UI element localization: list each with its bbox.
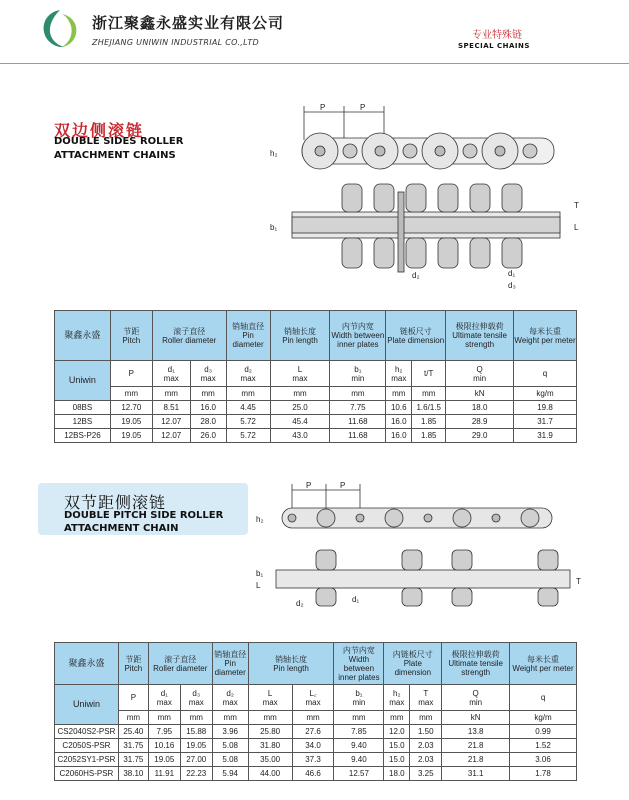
s2-value-cell: 31.80 — [248, 739, 292, 753]
s1-unit-cell: mm — [386, 387, 412, 401]
s1-symbol-cell: d₃ max — [190, 361, 226, 387]
s1-d2-label: d₂ — [412, 271, 420, 280]
s1-header-pin-diameter: 销轴直径 Pin diameter — [226, 311, 270, 361]
s2-value-cell: 11.91 — [148, 767, 180, 781]
s1-value-cell: 26.0 — [190, 429, 226, 443]
s1-unit-cell: mm — [110, 387, 152, 401]
section2-title-en-line2: ATTACHMENT CHAIN — [64, 523, 179, 534]
category-label-en: SPECIAL CHAINS — [458, 42, 530, 50]
s1-header-pitch: 节距 Pitch — [110, 311, 152, 361]
s2-value-cell: 9.40 — [334, 739, 384, 753]
s2-brand-cn: 聚鑫永盛 — [55, 643, 119, 685]
section2-title-en — [64, 509, 223, 535]
s2-pitch-label-1: P — [306, 481, 312, 490]
s2-value-cell: 31.75 — [118, 753, 148, 767]
s2-value-cell: 9.40 — [334, 753, 384, 767]
s2-header-pitch: 节距 Pitch — [118, 643, 148, 685]
s2-value-cell: 25.40 — [118, 725, 148, 739]
s2-value-cell: 15.0 — [384, 739, 410, 753]
s1-header-weight: 每米长重 Weight per meter — [514, 311, 577, 361]
s1-unit-cell: kg/m — [514, 387, 577, 401]
s1-symbol-cell: L max — [270, 361, 330, 387]
s2-value-cell: 0.99 — [510, 725, 577, 739]
s1-t-label: T — [574, 201, 579, 210]
s2-value-cell: 5.08 — [212, 753, 248, 767]
s1-model-cell: 12BS-P26 — [55, 429, 111, 443]
s2-model-cell: C2052SY1-PSR — [55, 753, 119, 767]
s1-header-inner-width: 内节内宽 Width between inner plates — [330, 311, 386, 361]
s2-header-inner-width: 内节内宽 Width between inner plates — [334, 643, 384, 685]
page-header — [0, 0, 629, 62]
s2-symbol-cell: d₃ max — [180, 685, 212, 711]
section2-spec-table — [54, 642, 577, 781]
s2-d2-label: d₂ — [296, 599, 304, 608]
s1-model-cell: 08BS — [55, 401, 111, 415]
s1-value-cell: 1.6/1.5 — [412, 401, 446, 415]
s2-value-cell: 27.6 — [292, 725, 334, 739]
s1-value-cell: 16.0 — [190, 401, 226, 415]
s2-side-view — [282, 508, 552, 528]
section1-spec-table — [54, 310, 577, 443]
s1-value-cell: 1.85 — [412, 415, 446, 429]
s1-value-cell: 7.75 — [330, 401, 386, 415]
s2-value-cell: 1.50 — [410, 725, 442, 739]
s2-unit-cell: kN — [442, 711, 510, 725]
s1-symbol-cell: P — [110, 361, 152, 387]
s2-value-cell: 2.03 — [410, 739, 442, 753]
s1-value-cell: 31.7 — [514, 415, 577, 429]
s1-value-cell: 10.6 — [386, 401, 412, 415]
s2-value-cell: 1.52 — [510, 739, 577, 753]
s2-top-view — [276, 550, 570, 606]
section2-title-en-line1: DOUBLE PITCH SIDE ROLLER — [64, 510, 224, 521]
s1-value-cell: 11.68 — [330, 429, 386, 443]
s1-value-cell: 31.9 — [514, 429, 577, 443]
s2-unit-cell: mm — [410, 711, 442, 725]
s2-value-cell: 19.05 — [180, 739, 212, 753]
s1-unit-cell: mm — [226, 387, 270, 401]
s2-symbol-cell: d₂ max — [212, 685, 248, 711]
s1-value-cell: 12.70 — [110, 401, 152, 415]
s1-value-cell: 19.8 — [514, 401, 577, 415]
s1-brand-cn: 聚鑫永盛 — [55, 311, 111, 361]
s1-top-view — [292, 184, 560, 272]
s1-value-cell: 12.07 — [152, 429, 190, 443]
section1-title-en-line1: DOUBLE SIDES ROLLER — [54, 136, 184, 147]
company-name-cn: 浙江聚鑫永盛实业有限公司 — [92, 14, 285, 32]
section1-chain-diagram — [262, 100, 592, 290]
s2-l-label: L — [256, 581, 261, 590]
s2-value-cell: 7.85 — [334, 725, 384, 739]
s2-value-cell: 1.78 — [510, 767, 577, 781]
s1-h2-label: h₂ — [270, 149, 278, 158]
s2-value-cell: 5.94 — [212, 767, 248, 781]
s2-symbol-cell: b₁ min — [334, 685, 384, 711]
s1-value-cell: 18.0 — [446, 401, 514, 415]
s2-value-cell: 15.88 — [180, 725, 212, 739]
s2-header-plate-dimension: 内链板尺寸 Plate dimension — [384, 643, 442, 685]
s1-value-cell: 12.07 — [152, 415, 190, 429]
s1-value-cell: 28.0 — [190, 415, 226, 429]
s2-symbol-cell: L max — [248, 685, 292, 711]
s1-table-row — [55, 415, 577, 429]
s2-table-row — [55, 767, 577, 781]
s1-data-rows — [55, 401, 577, 443]
s1-unit-cell: kN — [446, 387, 514, 401]
section1-title-en-line2: ATTACHMENT CHAINS — [54, 150, 176, 161]
s1-value-cell: 5.72 — [226, 429, 270, 443]
s2-value-cell: 35.00 — [248, 753, 292, 767]
s1-value-cell: 16.0 — [386, 429, 412, 443]
s1-brand-en: Uniwin — [55, 361, 111, 401]
s2-value-cell: 5.08 — [212, 739, 248, 753]
s1-value-cell: 5.72 — [226, 415, 270, 429]
s2-value-cell: 37.3 — [292, 753, 334, 767]
s1-value-cell: 45.4 — [270, 415, 330, 429]
s2-value-cell: 13.8 — [442, 725, 510, 739]
s2-value-cell: 44.00 — [248, 767, 292, 781]
s1-model-cell: 12BS — [55, 415, 111, 429]
s2-symbol-cell: Q min — [442, 685, 510, 711]
s1-value-cell: 28.9 — [446, 415, 514, 429]
s2-value-cell: 3.25 — [410, 767, 442, 781]
s2-header-pin-length: 销轴长度 Pin length — [248, 643, 334, 685]
s1-symbol-cell: d₂ max — [226, 361, 270, 387]
s2-table-row — [55, 753, 577, 767]
s2-value-cell: 27.00 — [180, 753, 212, 767]
s2-value-cell: 34.0 — [292, 739, 334, 753]
s2-value-cell: 3.96 — [212, 725, 248, 739]
s2-value-cell: 38.10 — [118, 767, 148, 781]
s2-unit-cell: mm — [148, 711, 180, 725]
s1-value-cell: 19.05 — [110, 415, 152, 429]
company-logo-icon — [40, 8, 80, 50]
s2-value-cell: 21.8 — [442, 739, 510, 753]
section1-title-en — [54, 135, 183, 163]
s2-pitch-label-2: P — [340, 481, 346, 490]
s1-header-tensile: 极限拉伸载荷 Ultimate tensile strength — [446, 311, 514, 361]
s2-table-row — [55, 725, 577, 739]
s2-unit-cell: mm — [118, 711, 148, 725]
s1-pitch-label-1: P — [320, 103, 326, 112]
s1-value-cell: 43.0 — [270, 429, 330, 443]
s2-value-cell: 12.0 — [384, 725, 410, 739]
s1-side-view — [302, 133, 554, 169]
s2-header-roller-diameter: 滚子直径 Roller diameter — [148, 643, 212, 685]
s2-value-cell: 3.06 — [510, 753, 577, 767]
s2-value-cell: 15.0 — [384, 753, 410, 767]
s2-unit-cell: mm — [248, 711, 292, 725]
s1-table-row — [55, 401, 577, 415]
s1-pitch-label-2: P — [360, 103, 366, 112]
s2-value-cell: 19.05 — [148, 753, 180, 767]
s2-t-label: T — [576, 577, 581, 586]
s1-value-cell: 19.05 — [110, 429, 152, 443]
s2-symbol-cell: q — [510, 685, 577, 711]
s2-symbol-cell: P — [118, 685, 148, 711]
s2-symbol-cell: L꜀ max — [292, 685, 334, 711]
s1-value-cell: 25.0 — [270, 401, 330, 415]
s1-l-label: L — [574, 223, 579, 232]
s2-header-pin-diameter: 销轴直径 Pin diameter — [212, 643, 248, 685]
s2-value-cell: 21.8 — [442, 753, 510, 767]
header-divider — [0, 63, 629, 64]
s2-value-cell: 31.1 — [442, 767, 510, 781]
s1-b1-label: b₁ — [270, 223, 278, 232]
s2-unit-cell: mm — [334, 711, 384, 725]
s2-value-cell: 2.03 — [410, 753, 442, 767]
s2-value-cell: 10.16 — [148, 739, 180, 753]
s2-unit-cell: mm — [180, 711, 212, 725]
s1-unit-cell: mm — [412, 387, 446, 401]
s2-unit-cell: kg/m — [510, 711, 577, 725]
category-label-cn: 专业特殊链 — [472, 30, 522, 41]
s1-symbol-cell: b₁ min — [330, 361, 386, 387]
s1-value-cell: 11.68 — [330, 415, 386, 429]
section1-title-cn: 双边侧滚链 — [54, 121, 145, 140]
s1-value-cell: 4.45 — [226, 401, 270, 415]
s2-header-tensile: 极限拉伸载荷 Ultimate tensile strength — [442, 643, 510, 685]
s2-value-cell: 46.6 — [292, 767, 334, 781]
s2-model-cell: C2060HS-PSR — [55, 767, 119, 781]
s2-d1-label: d₁ — [352, 595, 360, 604]
s1-unit-cell: mm — [270, 387, 330, 401]
s2-symbol-cell: T max — [410, 685, 442, 711]
s2-value-cell: 7.95 — [148, 725, 180, 739]
s2-unit-cell: mm — [292, 711, 334, 725]
section2-title-cn: 双节距侧滚链 — [64, 493, 167, 512]
s2-data-rows — [55, 725, 577, 781]
s1-symbol-cell: Q min — [446, 361, 514, 387]
s2-value-cell: 18.0 — [384, 767, 410, 781]
s2-value-cell: 12.57 — [334, 767, 384, 781]
s1-table-row — [55, 429, 577, 443]
s1-value-cell: 29.0 — [446, 429, 514, 443]
s1-d3-label: d₃ — [508, 281, 516, 290]
s1-unit-cell: mm — [330, 387, 386, 401]
s2-unit-cell: mm — [212, 711, 248, 725]
s2-model-cell: CS2040S2-PSR — [55, 725, 119, 739]
s1-unit-cell: mm — [152, 387, 190, 401]
s1-symbol-cell: d₁ max — [152, 361, 190, 387]
s2-model-cell: C2050S-PSR — [55, 739, 119, 753]
s2-value-cell: 25.80 — [248, 725, 292, 739]
s1-value-cell: 1.85 — [412, 429, 446, 443]
s2-value-cell: 22.23 — [180, 767, 212, 781]
s1-d1-label: d₁ — [508, 269, 516, 278]
s1-symbol-cell: t/T — [412, 361, 446, 387]
section2-chain-diagram — [252, 480, 592, 618]
s2-header-weight: 每米长重 Weight per meter — [510, 643, 577, 685]
s1-header-plate-dimension: 链板尺寸 Plate dimension — [386, 311, 446, 361]
s2-symbol-cell: d₁ max — [148, 685, 180, 711]
company-name-en: ZHEJIANG UNIWIN INDUSTRIAL CO.,LTD — [92, 38, 259, 47]
s1-header-roller-diameter: 滚子直径 Roller diameter — [152, 311, 226, 361]
s2-value-cell: 31.75 — [118, 739, 148, 753]
s1-value-cell: 8.51 — [152, 401, 190, 415]
s2-symbol-cell: h₂ max — [384, 685, 410, 711]
s1-value-cell: 16.0 — [386, 415, 412, 429]
s1-symbol-cell: q — [514, 361, 577, 387]
s1-unit-cell: mm — [190, 387, 226, 401]
s2-brand-en: Uniwin — [55, 685, 119, 725]
s2-table-row — [55, 739, 577, 753]
s2-b1-label: b₁ — [256, 569, 264, 578]
s1-header-pin-length: 销轴长度 Pin length — [270, 311, 330, 361]
s2-h2-label: h₂ — [256, 515, 264, 524]
s1-symbol-cell: h₂ max — [386, 361, 412, 387]
s2-unit-cell: mm — [384, 711, 410, 725]
